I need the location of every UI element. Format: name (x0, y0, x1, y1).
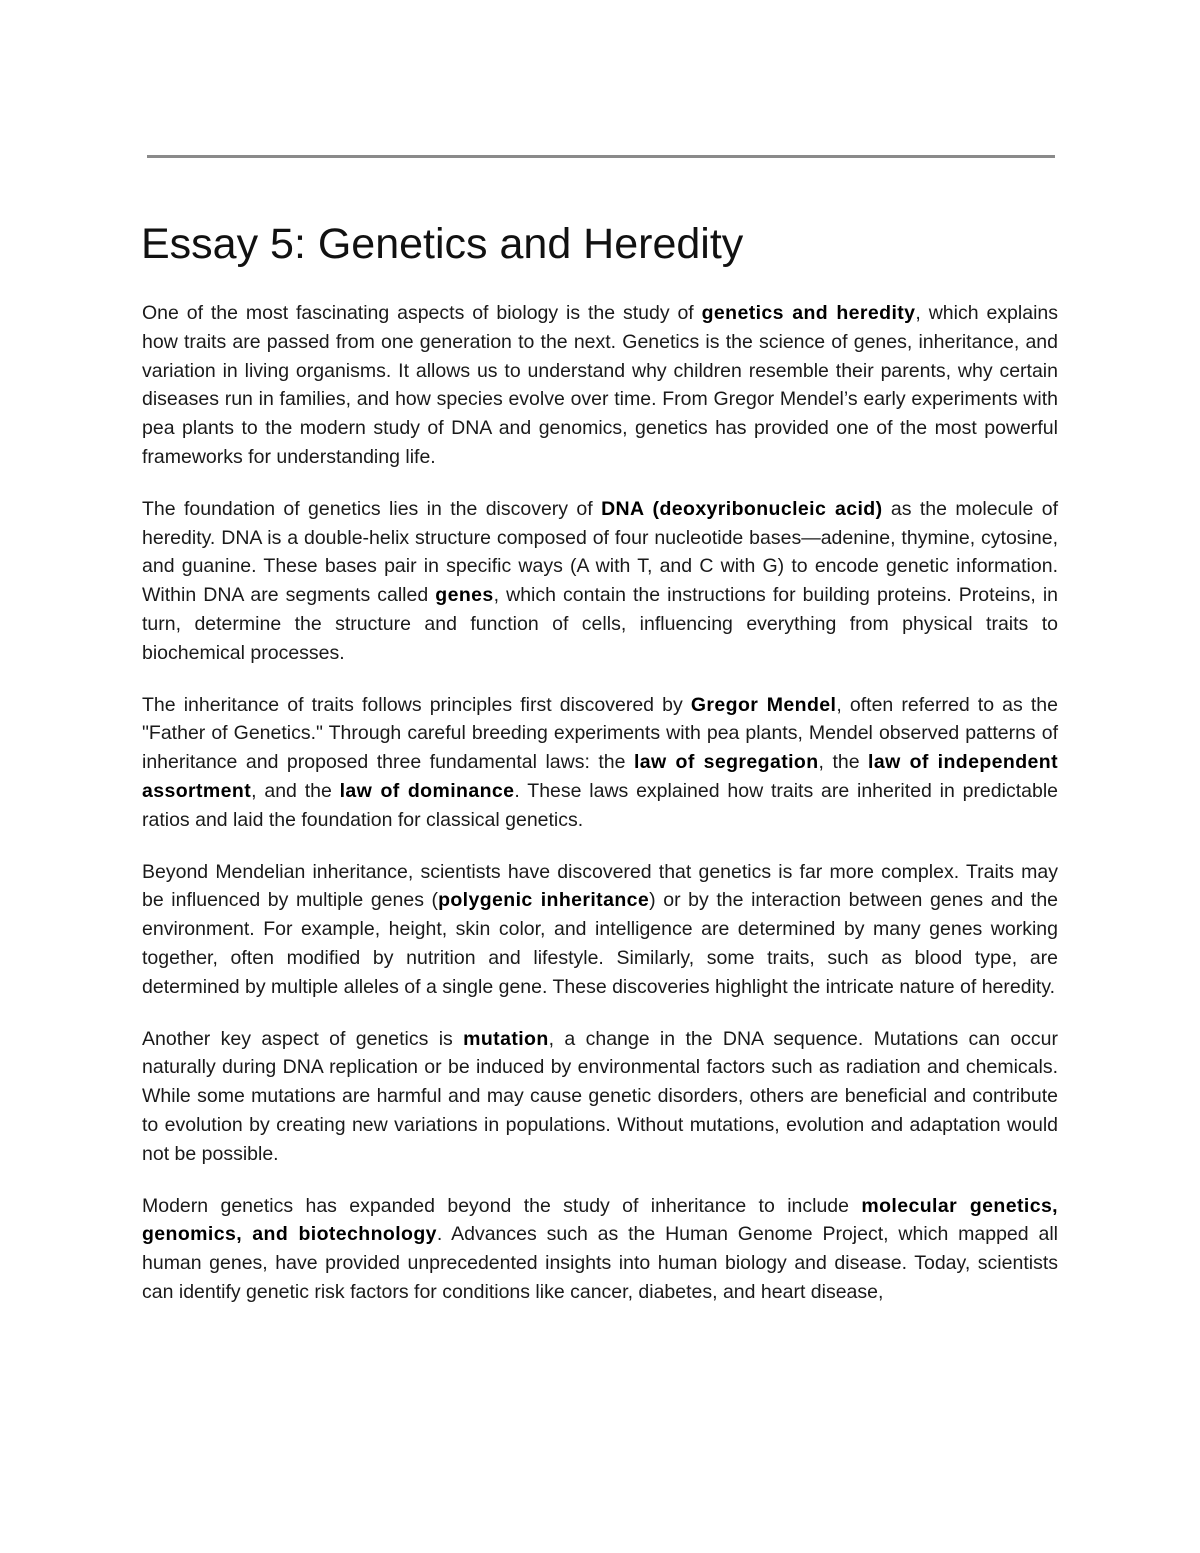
text-run: . Advances such as the Human Genome Project, which mapped all human genes, have provided unprecedented insights into human biology and disease. Today, scientists can identify genetic risk factors for conditions like cancer, diabetes, and heart disease, (142, 1223, 1058, 1303)
paragraph (142, 1192, 1058, 1307)
text-run: Another key aspect of genetics is (142, 1027, 464, 1050)
text-run: Beyond Mendelian inheritance, scientists have discovered that genetics is far more complex. Traits may be influenced by multiple genes ( (142, 860, 1058, 912)
text-run: , often referred to as the "Father of Genetics." Through careful breeding experiments with pea plants, Mendel observed patterns of inheritance and proposed three fundamental laws: the (142, 693, 1058, 774)
text-run: , the (818, 751, 869, 774)
text-run: One of the most fascinating aspects of biology is the study of (142, 302, 702, 324)
bold-term: law of dominance (339, 779, 515, 802)
text-run: , and the (251, 779, 340, 802)
text-run: Modern genetics has expanded beyond the study of inheritance to include (142, 1194, 862, 1217)
essay-title: Essay 5: Genetics and Heredity (141, 220, 744, 268)
bold-term: law of independent assortment (142, 751, 1058, 802)
text-run: The foundation of genetics lies in the discovery of (142, 497, 602, 520)
text-run: , a change in the DNA sequence. Mutations can occur naturally during DNA replication or be induced by environmental factors such as radiation and chemicals. While some mutations are harmful and may cause genetic disorders, others are beneficial and contribute to evolution by creating new variations in populations. Without mutations, evolution and adaptation would not be possible. (142, 1027, 1059, 1165)
text-run: as the molecule of heredity. DNA is a double-helix structure composed of four nucleotide bases—adenine, thymine, cytosine, and guanine. These bases pair in specific ways (A with T, and C with G) to encode genetic information. Within DNA are segments called (142, 497, 1058, 607)
paragraph (142, 691, 1058, 835)
paragraph (142, 299, 1058, 472)
bold-term: molecular genetics, genomics, and biotechnology (142, 1194, 1059, 1246)
bold-term: Gregor Mendel (690, 693, 837, 716)
bold-term: genetics and heredity (701, 302, 916, 324)
paragraph (142, 1025, 1058, 1169)
horizontal-rule (147, 155, 1055, 158)
text-run: , which contain the instructions for building proteins. Proteins, in turn, determine the structure and function of cells, influencing everything from physical traits to biochemical processes. (142, 584, 1058, 664)
bold-term: mutation (463, 1027, 549, 1050)
paragraph (142, 858, 1058, 1002)
bold-term: law of segregation (633, 751, 819, 774)
text-run: , which explains how traits are passed from one generation to the next. Genetics is the science of genes, inheritance, and variation in living organisms. It allows us to understand why children resemble their parents, why certain diseases run in families, and how species evolve over time. From Gregor Mendel’s early experiments with pea plants to the modern study of DNA and genomics, genetics has provided one of the most powerful frameworks for understanding life. (142, 302, 1059, 468)
text-run: ) or by the interaction between genes and the environment. For example, height, skin color, and intelligence are determined by many genes working together, often modified by nutrition and lifestyle. Similarly, some traits, such as blood type, are determined by multiple alleles of a single gene. These discoveries highlight the intricate nature of heredity. (142, 889, 1059, 998)
paragraph (142, 495, 1058, 668)
essay-body (142, 299, 1058, 1330)
bold-term: polygenic inheritance (438, 889, 650, 912)
bold-term: genes (435, 584, 494, 607)
bold-term: DNA (deoxyribonucleic acid) (601, 497, 883, 520)
text-run: . These laws explained how traits are inherited in predictable ratios and laid the foundation for classical genetics. (142, 779, 1058, 831)
text-run: The inheritance of traits follows principles first discovered by (142, 693, 691, 716)
